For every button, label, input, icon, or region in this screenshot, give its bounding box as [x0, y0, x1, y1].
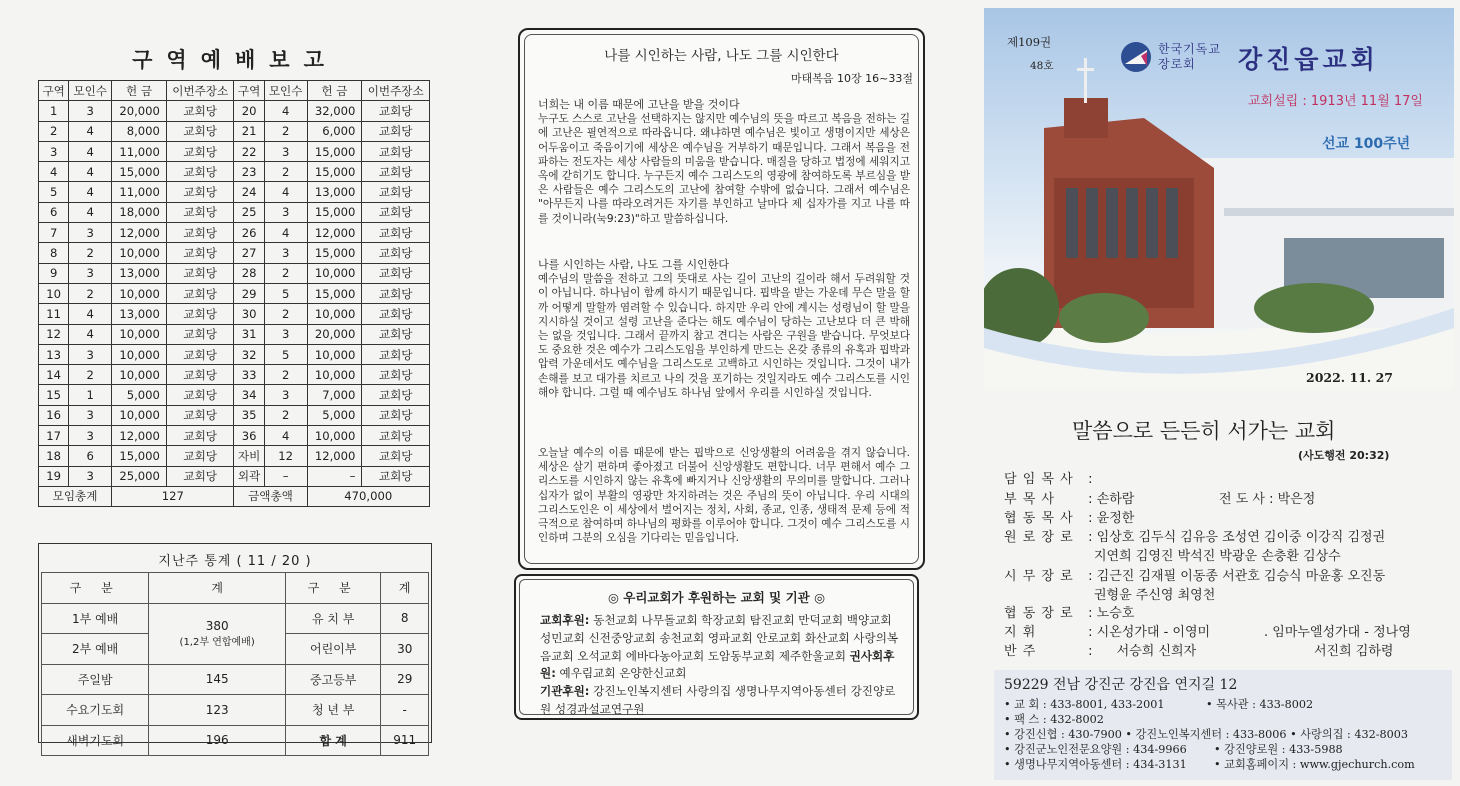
stats-cell: 청 년 부 [285, 695, 380, 726]
table-cell: 4 [69, 121, 112, 141]
table-row [39, 324, 430, 344]
church-support-list: 동천교회 나무돌교회 학장교회 탐진교회 만덕교회 백양교회 성민교회 신전중앙교회 송천교회 영파교회 안로교회 화산교회 사랑의복음교회 오석교회 에바다농아교회 도암동부교회 제주한울교회 [540, 613, 899, 663]
stats-title: 지난주 통계 ( 11 / 20 ) [158, 554, 312, 569]
stats-header: 구 분 [285, 573, 380, 604]
staff-names: 윤정한 [1096, 511, 1135, 526]
table-row [39, 162, 430, 182]
table-cell: 10,000 [307, 263, 362, 283]
table-cell: 2 [264, 304, 307, 324]
table-cell: 29 [234, 283, 264, 303]
table-cell: 5 [39, 182, 69, 202]
table-cell: 12 [39, 324, 69, 344]
table-cell: 교회당 [166, 121, 234, 141]
table-cell: 3 [264, 324, 307, 344]
table-cell: 3 [69, 101, 112, 121]
table-cell: 12 [264, 446, 307, 466]
table-cell: 교회당 [166, 466, 234, 486]
total-cell: 470,000 [307, 486, 429, 506]
table-cell: 10,000 [307, 426, 362, 446]
bulletin-date: 2022. 11. 27 [1306, 370, 1393, 385]
section-body: 예수님의 말씀을 전하고 그의 뜻대로 사는 길이 고난의 길이라 해서 두려워할 것이 아닙니다. 하나님이 함께 하시기 때문입니다. 핍박을 받는 가운데 무슨 말을 할까 어떻게 말할까 염려할 수 있습니다. 하지만 우리 안에 계시는 성령님이 할 말을 지시하실 것이고 설령 고난을 준다는 해도 예수님이 당하는 고난보다 더 큰 박해는 없을 것입니다. 그래서 끝까지 참고 견디는 사람은 구원을 받습니다. 무엇보다도 중요한 것은 예수가 그리스도임을 부인하게 만드는 온갖 종류의 유혹과 핍박과 압력 가운데서도 예수님을 그리스도로 고백하고 시인하는 것입니다. 그것이 내가 손해를 보고 대가를 치르고 나의 것을 포기하는 것일지라도 예수 그리스도를 시인해야 합니다. 그럴 때 예수님도 하나님 앞에서 우리를 시인하실 것입니다. [538, 273, 910, 399]
table-cell: 교회당 [166, 385, 234, 405]
stats-cell: 30 [381, 634, 429, 665]
rights-support-label: 권사회후원: [540, 648, 895, 681]
table-cell: 18 [39, 446, 69, 466]
table-cell: 5,000 [307, 405, 362, 425]
table-row [39, 263, 430, 283]
district-report-title: 구역예배보고 [132, 47, 338, 72]
table-cell: 교회당 [362, 446, 430, 466]
table-cell: 15,000 [307, 243, 362, 263]
table-cell: 교회당 [362, 223, 430, 243]
staff-associate-pastor: 부 목 사 : 손하람 전 도 사 : 박은정 [1004, 492, 1316, 507]
stats-cell: 수요기도회 [42, 695, 149, 726]
table-cell: 6 [69, 446, 112, 466]
table-cell: 1 [39, 101, 69, 121]
table-row [39, 344, 430, 364]
table-row [39, 426, 430, 446]
district-report-table [38, 80, 430, 507]
table-cell: 3 [264, 385, 307, 405]
table-cell: 교회당 [166, 426, 234, 446]
table-cell: 15,000 [112, 162, 167, 182]
church-logo-icon [1121, 42, 1151, 72]
church-motto: 말씀으로 든든히 서가는 교회 [1072, 419, 1336, 443]
table-cell: 21 [234, 121, 264, 141]
table-cell: 20 [234, 101, 264, 121]
table-cell: 4 [69, 324, 112, 344]
table-cell: 15,000 [307, 141, 362, 161]
table-cell: 교회당 [362, 263, 430, 283]
staff-names: 서승희 신희자 [1116, 644, 1197, 659]
sermon-title: 나를 시인하는 사람, 나도 그를 시인한다 [604, 48, 839, 64]
staff-names: 서진희 김하령 [1314, 644, 1394, 659]
table-cell: 15,000 [112, 446, 167, 466]
column-header: 모인수 [69, 81, 112, 101]
stats-cell: 유 치 부 [285, 603, 380, 634]
table-cell: 12,000 [307, 223, 362, 243]
church-address: 59229 전남 강진군 강진읍 연지길 12 [1004, 677, 1238, 693]
staff-names: 권형윤 주신영 최영천 [1094, 588, 1216, 603]
table-cell: 교회당 [166, 243, 234, 263]
table-cell: 2 [69, 283, 112, 303]
table-cell: 2 [264, 365, 307, 385]
stats-cell: 어린이부 [285, 634, 380, 665]
table-cell: 교회당 [362, 324, 430, 344]
worship-total: 380 [205, 619, 229, 633]
table-cell: 5,000 [112, 385, 167, 405]
table-cell: 35 [234, 405, 264, 425]
stats-cell: 145 [149, 664, 286, 695]
sermon-reference: 마태복음 10장 16~33절 [791, 72, 913, 85]
staff-names: 손하람 [1096, 492, 1135, 507]
table-cell: 10,000 [112, 324, 167, 344]
phone-elder-home: • 강진양로원 : 433-5988 [1214, 743, 1343, 756]
phone-manse: • 목사관 : 433-8002 [1206, 698, 1314, 711]
phone-church: • 교 회 : 433-8001, 433-2001 [1004, 698, 1165, 711]
staff-label: 협 동 목 사 [1004, 511, 1074, 526]
table-cell: 22 [234, 141, 264, 161]
table-cell: 3 [69, 223, 112, 243]
table-cell: 8,000 [112, 121, 167, 141]
table-cell: 7 [39, 223, 69, 243]
table-cell: 11,000 [112, 182, 167, 202]
table-cell: 10,000 [112, 405, 167, 425]
table-cell: 9 [39, 263, 69, 283]
column-header: 구역 [234, 81, 264, 101]
table-row [42, 664, 429, 695]
motto-reference: (사도행전 20:32) [1298, 449, 1390, 462]
table-cell: 32,000 [307, 101, 362, 121]
table-cell: 4 [39, 162, 69, 182]
table-cell: 13,000 [112, 263, 167, 283]
staff-active-elders: 시 무 장 로 : 김근진 김재필 이동종 서관호 김승식 마윤홍 오진동 권형윤 주신영 최영천 [1004, 569, 1386, 603]
table-cell: 28 [234, 263, 264, 283]
table-row [39, 243, 430, 263]
sermon-section-1 [538, 98, 910, 226]
stats-cell: 중고등부 [285, 664, 380, 695]
table-cell: 6,000 [307, 121, 362, 141]
table-cell: 교회당 [362, 243, 430, 263]
evangelist: 전 도 사 : 박은정 [1219, 492, 1316, 507]
staff-names: 지연희 김영진 박석진 박광운 손충환 김상수 [1094, 549, 1341, 564]
table-cell: 2 [264, 121, 307, 141]
table-cell: 4 [264, 182, 307, 202]
table-row [39, 202, 430, 222]
phone-children-center: • 생명나무지역아동센터 : 434-3131 [1004, 758, 1187, 771]
stats-cell: 196 [149, 725, 286, 756]
stats-cell: 새벽기도회 [42, 725, 149, 756]
table-cell: 11,000 [112, 141, 167, 161]
table-cell: 13 [39, 344, 69, 364]
table-cell: 5 [264, 344, 307, 364]
staff-label: 시 무 장 로 [1004, 569, 1074, 584]
church-denomination: 한국기독교 장로회 [1158, 42, 1221, 71]
table-cell: 교회당 [166, 344, 234, 364]
rights-support-list: 예우림교회 온양한신교회 [559, 666, 687, 681]
table-cell: 33 [234, 365, 264, 385]
table-cell: 3 [39, 141, 69, 161]
table-cell: 25,000 [112, 466, 167, 486]
table-cell: 교회당 [362, 202, 430, 222]
sermon-box [518, 28, 925, 570]
weekly-stats-box [38, 543, 432, 748]
stats-header: 구 분 [42, 573, 149, 604]
table-row [42, 603, 429, 634]
staff-elder-emeritus: 원 로 장 로 : 임상호 김두식 김유응 조성연 김이중 이강직 김정권 지연희 김영진 박석진 박광운 손충환 김상수 [1004, 530, 1386, 564]
worship-note: (1,2부 연합예배) [179, 637, 255, 648]
table-cell: 20,000 [112, 101, 167, 121]
sermon-section-2 [538, 258, 910, 400]
table-cell: 교회당 [166, 405, 234, 425]
table-cell: 6 [39, 202, 69, 222]
table-cell: 교회당 [166, 365, 234, 385]
table-cell: 20,000 [307, 324, 362, 344]
table-cell: 3 [69, 466, 112, 486]
table-cell: 10,000 [112, 283, 167, 303]
support-body [540, 612, 900, 719]
column-header: 이번주장소 [362, 81, 430, 101]
table-cell: – [264, 466, 307, 486]
table-header-row [39, 81, 430, 101]
table-row [39, 405, 430, 425]
table-cell: 교회당 [362, 365, 430, 385]
fax: • 팩 스 : 432-8002 [1004, 713, 1104, 726]
table-cell: 4 [264, 101, 307, 121]
table-cell: 교회당 [362, 101, 430, 121]
table-cell: 34 [234, 385, 264, 405]
support-title: ◎ 우리교회가 후원하는 교회 및 기관 ◎ [608, 590, 825, 605]
support-box [514, 574, 919, 720]
column-header: 이번주장소 [166, 81, 234, 101]
staff-label: 협 동 장 로 [1004, 606, 1074, 621]
column-header: 구역 [39, 81, 69, 101]
table-cell: 27 [234, 243, 264, 263]
table-row [39, 101, 430, 121]
staff-cooperating-pastor: 협 동 목 사 : 윤정한 [1004, 511, 1135, 526]
stats-cell: 합 계 [285, 725, 380, 756]
staff-senior-pastor: 담 임 목 사 : [1004, 472, 1093, 487]
table-cell: 교회당 [166, 223, 234, 243]
table-row [39, 283, 430, 303]
staff-label: 담 임 목 사 [1004, 472, 1074, 487]
table-row [39, 223, 430, 243]
table-cell: 8 [39, 243, 69, 263]
table-cell: 교회당 [362, 405, 430, 425]
stats-cell: 1부 예배 [42, 603, 149, 634]
table-cell: 1 [69, 385, 112, 405]
table-cell: 10,000 [307, 365, 362, 385]
table-cell: 교회당 [166, 446, 234, 466]
table-cell: 13,000 [112, 304, 167, 324]
table-cell: 교회당 [166, 202, 234, 222]
table-cell: 교회당 [362, 466, 430, 486]
table-cell: 2 [69, 243, 112, 263]
table-cell: 18,000 [112, 202, 167, 222]
volume-number: 제109권 [1007, 35, 1052, 49]
table-cell: 교회당 [362, 344, 430, 364]
table-cell: 11 [39, 304, 69, 324]
staff-names: 노승호 [1096, 606, 1135, 621]
phone-institutions: • 강진신협 : 430-7900 • 강진노인복지센터 : 433-8006 • 사랑의집 : 432-8003 [1004, 728, 1408, 741]
church-name: 강진읍교회 [1238, 45, 1379, 74]
table-cell: 교회당 [362, 283, 430, 303]
table-cell: 교회당 [166, 141, 234, 161]
founded-date: 교회설립 : 1913년 11월 17일 [1248, 94, 1423, 109]
table-row [39, 121, 430, 141]
table-cell: 3 [69, 426, 112, 446]
mission-banner: 선교 100주년 [1322, 136, 1411, 152]
table-cell: 4 [69, 141, 112, 161]
phone-nursing-home: • 강진군노인전문요양원 : 434-9966 [1004, 743, 1187, 756]
table-cell: 교회당 [362, 141, 430, 161]
staff-names: 시온성가대 - 이영미 [1096, 625, 1211, 640]
stats-cell: 123 [149, 695, 286, 726]
table-cell: 4 [69, 182, 112, 202]
issue-number: 48호 [1030, 60, 1054, 72]
table-cell: 3 [264, 141, 307, 161]
table-cell: 10,000 [307, 344, 362, 364]
table-cell: 교회당 [362, 385, 430, 405]
table-cell: 교회당 [166, 263, 234, 283]
staff-names: . 임마누엘성가대 - 정나영 [1264, 625, 1411, 640]
table-cell: 24 [234, 182, 264, 202]
org-support-label: 기관후원: [540, 684, 590, 699]
table-cell: 교회당 [362, 304, 430, 324]
total-cell: 모임총계 [39, 486, 112, 506]
table-row [42, 695, 429, 726]
table-cell: 26 [234, 223, 264, 243]
stats-cell: - [381, 695, 429, 726]
table-cell: 10,000 [112, 243, 167, 263]
stats-cell: 8 [381, 603, 429, 634]
table-cell: 교회당 [362, 121, 430, 141]
table-cell: 13,000 [307, 182, 362, 202]
table-cell: 36 [234, 426, 264, 446]
section-body: 오늘날 예수의 이름 때문에 받는 핍박으로 신앙생활의 어려움을 겪지 않습니다. 세상은 살기 편하며 좋아졌고 더불어 신앙생활도 편합니다. 너무 편해서 예수 그리스도를 시인하지 않는 유혹에 빠지거나 신앙생활의 무의미를 말합니다. 그러나 십자가 없이 부활의 영광만 차지하려는 것은 주님의 뜻이 아닙니다. 우리 시대의 그리스도인은 이 세상에서 벌어지는 정치, 사회, 종교, 인종, 생태적 문제 등에 적극적으로 참여하며 하나님의 평화를 이루어야 합니다. 그것이 예수 그리스도를 시인하며 그분의 오심을 기다리는 믿음입니다. [538, 447, 910, 545]
table-cell: 교회당 [166, 304, 234, 324]
sermon-section-3 [538, 446, 910, 545]
total-cell: 금액총액 [234, 486, 307, 506]
staff-label: 전 도 사 [1219, 492, 1265, 507]
column-header: 헌 금 [307, 81, 362, 101]
table-cell: 15,000 [307, 202, 362, 222]
table-cell: 17 [39, 426, 69, 446]
table-cell: 10,000 [112, 365, 167, 385]
column-header: 모인수 [264, 81, 307, 101]
staff-names: 임상호 김두식 김유응 조성연 김이중 이강직 김정권 [1096, 530, 1386, 545]
table-row [39, 182, 430, 202]
stats-cell: 911 [381, 725, 429, 756]
stats-table [41, 572, 429, 756]
table-cell: 10,000 [307, 304, 362, 324]
table-row [39, 141, 430, 161]
total-cell: 127 [112, 486, 234, 506]
org-support-list: 강진노인복지센터 사랑의집 생명나무지역아동센터 강진양로원 성경과설교연구원 [540, 684, 896, 716]
section-body: 누구도 스스로 고난을 선택하지는 않지만 예수님의 뜻을 따르고 복음을 전하는 길에 고난은 필연적으로 따라옵니다. 왜냐하면 예수님은 빛이고 생명이지만 세상은 어두움이고 죽음이기에 세상은 예수님을 거부하기 때문입니다. 그래서 복음을 전파하는 전도자는 세상 사람들의 미움을 받습니다. 매질을 당하고 법정에 세워지고 옥에 갇히기도 합니다. 누구든지 예수 그리스도의 영광에 참여하도록 부르심을 받은 사람들은 예수 그리스도의 고난에 참여할 수밖에 없습니다. 그래서 예수님은 "아무든지 나를 따라오려거든 자기를 부인하고 날마다 제 십자가를 지고 나를 따를 것이니라(눅9:23)"하고 말씀하십니다. [538, 113, 910, 225]
stats-cell: 2부 예배 [42, 634, 149, 665]
table-cell: 교회당 [166, 182, 234, 202]
staff-label: 지 휘 [1004, 625, 1037, 640]
table-cell: 15,000 [307, 283, 362, 303]
table-cell: 3 [264, 202, 307, 222]
table-cell: 4 [69, 162, 112, 182]
table-cell: 10,000 [112, 344, 167, 364]
table-cell: 25 [234, 202, 264, 222]
table-row [39, 304, 430, 324]
stats-worship-total [149, 603, 286, 664]
table-cell: 12,000 [112, 223, 167, 243]
table-cell: 교회당 [362, 426, 430, 446]
table-cell: 15,000 [307, 162, 362, 182]
table-cell: 교회당 [166, 283, 234, 303]
section-heading: 너희는 내 이름 때문에 고난을 받을 것이다 [538, 98, 740, 111]
table-cell: 12,000 [112, 426, 167, 446]
table-row [39, 466, 430, 486]
stats-header: 계 [149, 573, 286, 604]
table-cell: 2 [264, 405, 307, 425]
table-cell: 3 [69, 344, 112, 364]
table-cell: 2 [264, 162, 307, 182]
staff-names: 김근진 김재필 이동종 서관호 김승식 마윤홍 오진동 [1096, 569, 1386, 584]
table-cell: 외곽 [234, 466, 264, 486]
table-cell: 교회당 [166, 324, 234, 344]
table-cell: 32 [234, 344, 264, 364]
table-cell: 4 [264, 426, 307, 446]
table-row [42, 725, 429, 756]
staff-names: 박은정 [1277, 492, 1316, 507]
church-support-label: 교회후원: [540, 613, 590, 627]
table-cell: 15 [39, 385, 69, 405]
staff-label: 부 목 사 [1004, 492, 1055, 507]
table-cell: 23 [234, 162, 264, 182]
section-heading: 나를 시인하는 사람, 나도 그를 시인한다 [538, 258, 729, 271]
stats-header: 계 [381, 573, 429, 604]
table-cell: 2 [264, 263, 307, 283]
table-cell: 4 [264, 223, 307, 243]
staff-cooperating-elder: 협 동 장 로 : 노승호 [1004, 606, 1135, 621]
table-cell: 4 [69, 202, 112, 222]
table-cell: 교회당 [362, 162, 430, 182]
staff-conductor: 지 휘 : 시온성가대 - 이영미 . 임마누엘성가대 - 정나영 [1004, 625, 1411, 640]
staff-label: 반 주 [1004, 644, 1037, 659]
table-row [42, 573, 429, 604]
table-cell: 3 [69, 405, 112, 425]
table-cell: 2 [69, 365, 112, 385]
staff-accompanist: 반 주 : 서승희 신희자 서진희 김하령 [1004, 644, 1394, 659]
table-cell: 3 [69, 263, 112, 283]
staff-label: 원 로 장 로 [1004, 530, 1074, 545]
table-cell: 16 [39, 405, 69, 425]
table-cell: 2 [39, 121, 69, 141]
table-cell: 14 [39, 365, 69, 385]
stats-cell: 29 [381, 664, 429, 695]
homepage-link[interactable]: • 교회홈페이지 : www.gjechurch.com [1214, 758, 1415, 771]
table-cell: 3 [264, 243, 307, 263]
table-cell: 4 [69, 304, 112, 324]
table-cell: 자비 [234, 446, 264, 466]
table-row [39, 385, 430, 405]
table-cell: 교회당 [362, 182, 430, 202]
table-cell: 19 [39, 466, 69, 486]
table-cell: 5 [264, 283, 307, 303]
table-row [39, 446, 430, 466]
column-header: 헌 금 [112, 81, 167, 101]
table-cell: – [307, 466, 362, 486]
table-cell: 10 [39, 283, 69, 303]
table-cell: 7,000 [307, 385, 362, 405]
table-cell: 31 [234, 324, 264, 344]
stats-cell: 주일밤 [42, 664, 149, 695]
total-row [39, 486, 430, 506]
table-row [39, 365, 430, 385]
table-cell: 30 [234, 304, 264, 324]
table-cell: 12,000 [307, 446, 362, 466]
table-cell: 교회당 [166, 162, 234, 182]
table-cell: 교회당 [166, 101, 234, 121]
